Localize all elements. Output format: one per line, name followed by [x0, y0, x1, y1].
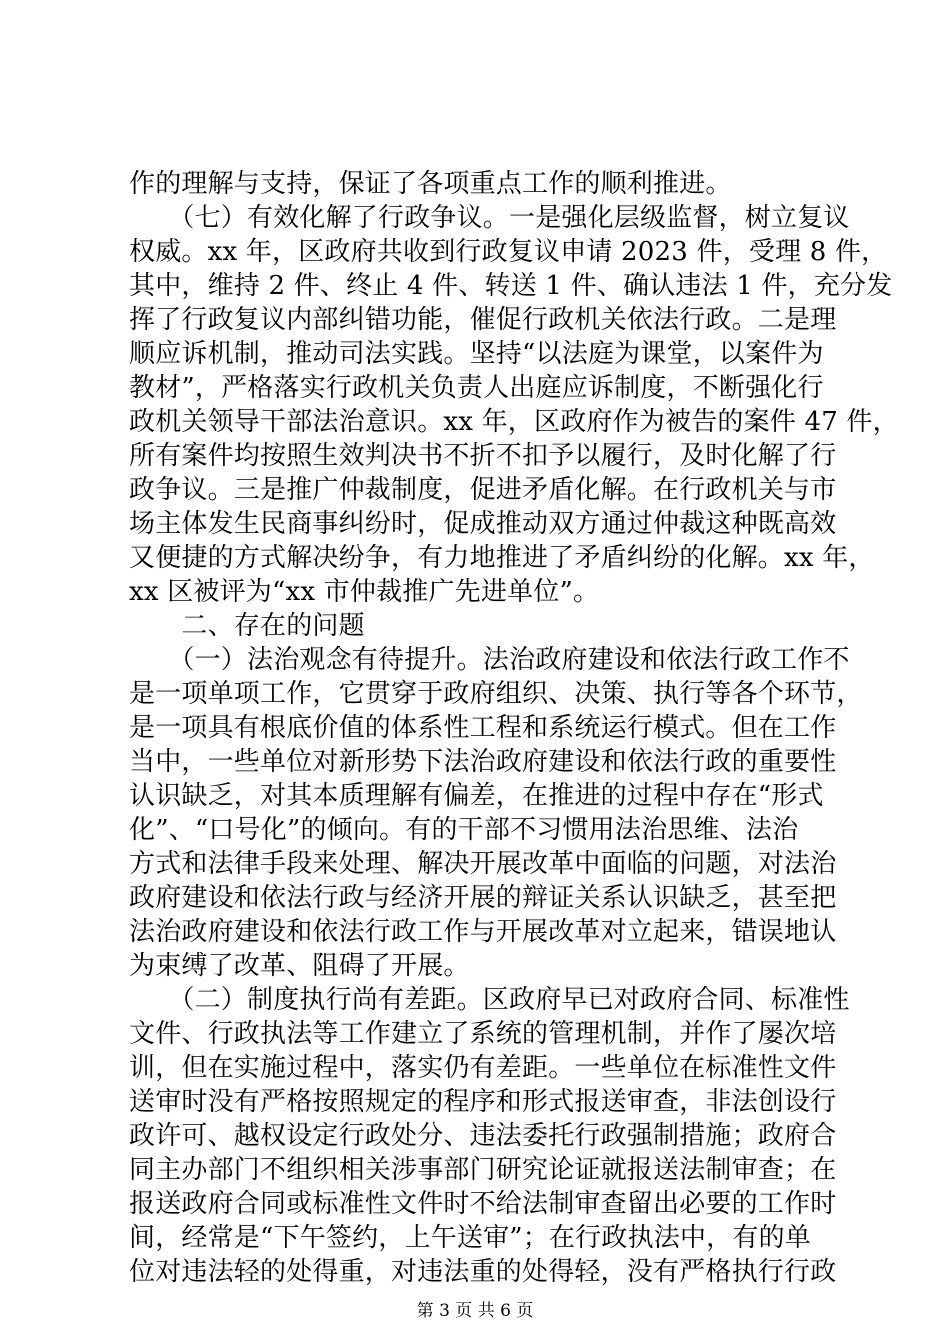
body-text-line: 化”、“口号化”的倾向。有的干部不习惯用法治思维、法治	[129, 815, 799, 845]
body-text-line: 同主办部门不组织相关涉事部门研究论证就报送法制审查；在	[129, 1155, 837, 1185]
body-text-line: 位对违法轻的处得重，对违法重的处得轻，没有严格执行行政	[129, 1257, 837, 1287]
body-text-line: 方式和法律手段来处理、解决开展改革中面临的问题，对法治	[129, 849, 837, 879]
body-text-line: xx 区被评为“xx 市仲裁推广先进单位”。	[129, 577, 600, 607]
body-text-line: 又便捷的方式解决纷争，有力地推进了矛盾纠纷的化解。xx 年，	[129, 543, 875, 573]
page-number-footer: 第 3 页 共 6 页	[416, 1301, 534, 1321]
body-text-line: 其中，维持 2 件、终止 4 件、转送 1 件、确认违法 1 件，充分发	[129, 271, 893, 301]
body-text-line: 认识缺乏，对其本质理解有偏差，在推进的过程中存在“形式	[129, 781, 824, 811]
body-text-line: 教材”，严格落实行政机关负责人出庭应诉制度，不断强化行	[129, 373, 824, 403]
body-text-line: 训，但在实施过程中，落实仍有差距。一些单位在标准性文件	[129, 1053, 837, 1083]
body-text-line: 作的理解与支持，保证了各项重点工作的顺利推进。	[129, 169, 732, 199]
body-text-line: 场主体发生民商事纠纷时，促成推动双方通过仲裁这种既高效	[129, 509, 837, 539]
body-text-line: 为束缚了改革、阻碍了开展。	[129, 951, 470, 981]
body-text-line: 政机关领导干部法治意识。xx 年，区政府作为被告的案件 47 件，	[129, 407, 899, 437]
body-text-line: 报送政府合同或标准性文件时不给法制审查留出必要的工作时	[129, 1189, 837, 1219]
body-text-line: 间，经常是“下午签约，上午送审”；在行政执法中，有的单	[129, 1223, 811, 1253]
body-text-line: 是一项单项工作，它贯穿于政府组织、决策、执行等各个环节，	[129, 679, 863, 709]
body-text-line: 文件、行政执法等工作建立了系统的管理机制，并作了屡次培	[129, 1019, 837, 1049]
body-text-line: 是一项具有根底价值的体系性工程和系统运行模式。但在工作	[129, 713, 837, 743]
section-heading: 二、存在的问题	[129, 611, 365, 641]
body-text-line: 权威。xx 年，区政府共收到行政复议申请 2023 件，受理 8 件，	[129, 237, 888, 267]
body-text-line: 当中，一些单位对新形势下法治政府建设和依法行政的重要性	[129, 747, 837, 777]
body-text-line: 挥了行政复议内部纠错功能，催促行政机关依法行政。二是理	[129, 305, 837, 335]
body-text-line: 送审时没有严格按照规定的程序和形式报送审查，非法创设行	[129, 1087, 837, 1117]
body-text-line: 法治政府建设和依法行政工作与开展改革对立起来，错误地认	[129, 917, 837, 947]
body-text-line: 所有案件均按照生效判决书不折不扣予以履行，及时化解了行	[129, 441, 837, 471]
body-text-line: （二）制度执行尚有差距。区政府早已对政府合同、标准性	[129, 985, 850, 1015]
body-text-line: （一）法治观念有待提升。法治政府建设和依法行政工作不	[129, 645, 850, 675]
body-text-line: 政许可、越权设定行政处分、违法委托行政强制措施；政府合	[129, 1121, 837, 1151]
body-text-line: 政争议。三是推广仲裁制度，促进矛盾化解。在行政机关与市	[129, 475, 837, 505]
body-text-line: （七）有效化解了行政争议。一是强化层级监督，树立复议	[129, 203, 850, 233]
body-text-line: 顺应诉机制，推动司法实践。坚持“以法庭为课堂，以案件为	[129, 339, 824, 369]
body-text-line: 政府建设和依法行政与经济开展的辩证关系认识缺乏，甚至把	[129, 883, 837, 913]
